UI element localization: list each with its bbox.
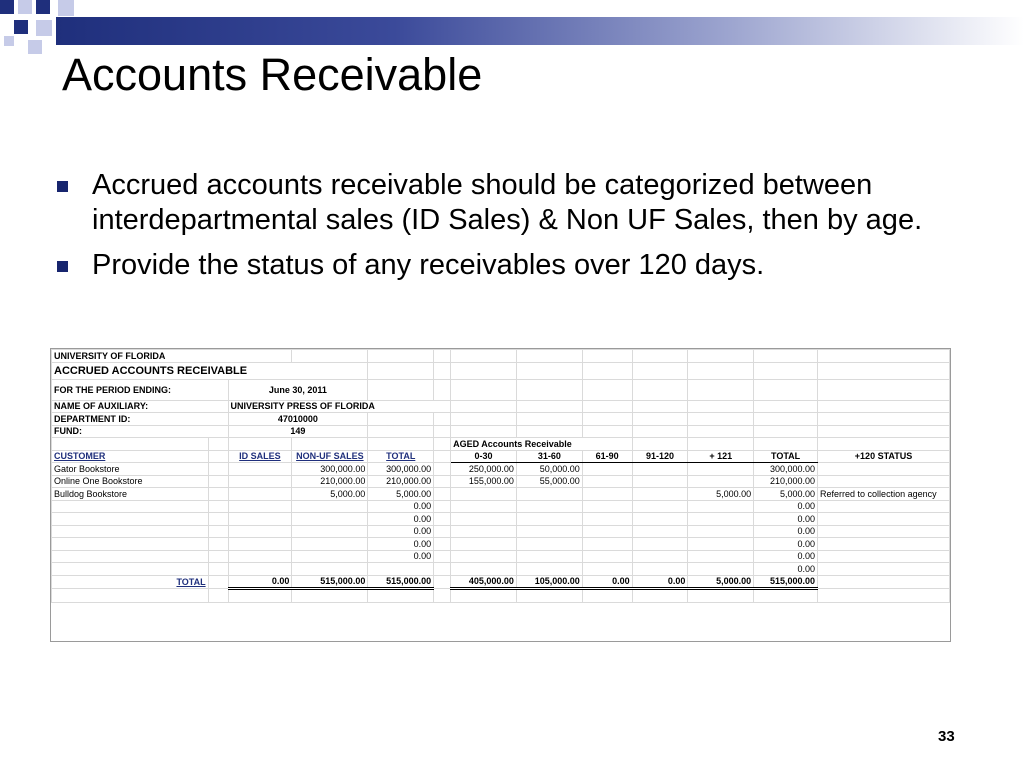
amount-cell: 210,000.00: [754, 475, 818, 488]
amount-cell: [632, 525, 688, 538]
amount-cell: [582, 538, 632, 551]
amount-cell: [632, 538, 688, 551]
period-value: June 30, 2011: [228, 379, 368, 400]
amount-cell: 5,000.00: [754, 488, 818, 501]
customer-cell: [52, 525, 209, 538]
amount-cell: [688, 538, 754, 551]
column-header: 91-120: [632, 450, 688, 463]
data-rows: [52, 463, 950, 576]
bullet-text: Provide the status of any receivables over 120 days.: [92, 249, 765, 281]
column-header: 0-30: [451, 450, 517, 463]
amount-cell: 5,000.00: [368, 488, 434, 501]
amount-cell: [228, 513, 292, 526]
amount-cell: [688, 563, 754, 576]
decor-square: [14, 20, 28, 34]
amount-cell: [688, 513, 754, 526]
customer-cell: Bulldog Bookstore: [52, 488, 209, 501]
amount-cell: [582, 563, 632, 576]
fund-label: FUND:: [52, 425, 229, 438]
customer-cell: [52, 550, 209, 563]
table-row: [52, 475, 950, 488]
table-row: [52, 550, 950, 563]
sheet-row: [52, 379, 950, 400]
amount-cell: [632, 500, 688, 513]
customer-cell: [52, 563, 209, 576]
amount-cell: 0.00: [754, 550, 818, 563]
amount-cell: [451, 538, 517, 551]
decor-square: [28, 40, 42, 54]
column-header: TOTAL: [368, 450, 434, 463]
amount-cell: 250,000.00: [451, 463, 517, 476]
column-header: +120 STATUS: [818, 450, 950, 463]
amount-cell: [632, 475, 688, 488]
amount-cell: 210,000.00: [292, 475, 368, 488]
amount-cell: [228, 550, 292, 563]
university-name: UNIVERSITY OF FLORIDA: [52, 350, 292, 363]
department-value: 47010000: [228, 413, 368, 426]
status-cell: [818, 538, 950, 551]
sheet-row: [52, 350, 950, 363]
amount-cell: [582, 550, 632, 563]
amount-cell: [228, 563, 292, 576]
amount-cell: [228, 500, 292, 513]
total-value: 405,000.00: [451, 575, 517, 589]
decor-square: [36, 20, 52, 36]
decor-square: [58, 0, 74, 16]
total-value: 0.00: [228, 575, 292, 589]
amount-cell: [582, 475, 632, 488]
auxiliary-value: UNIVERSITY PRESS OF FLORIDA: [228, 400, 451, 413]
amount-cell: [632, 513, 688, 526]
customer-cell: Gator Bookstore: [52, 463, 209, 476]
table-row: [52, 463, 950, 476]
amount-cell: [632, 488, 688, 501]
table-row: [52, 563, 950, 576]
amount-cell: 0.00: [368, 500, 434, 513]
amount-cell: 0.00: [368, 513, 434, 526]
amount-cell: [632, 563, 688, 576]
amount-cell: [228, 538, 292, 551]
amount-cell: 5,000.00: [688, 488, 754, 501]
column-header: ID SALES: [228, 450, 292, 463]
status-cell: [818, 525, 950, 538]
amount-cell: [632, 463, 688, 476]
amount-cell: [516, 525, 582, 538]
department-label: DEPARTMENT ID:: [52, 413, 229, 426]
amount-cell: [292, 500, 368, 513]
decor-square: [0, 0, 14, 14]
amount-cell: 300,000.00: [292, 463, 368, 476]
amount-cell: [451, 550, 517, 563]
sheet-row: [52, 400, 950, 413]
amount-cell: [516, 538, 582, 551]
bullet-list: [55, 168, 955, 293]
sheet-row: [52, 425, 950, 438]
header-row: [52, 450, 950, 463]
amount-cell: [228, 463, 292, 476]
column-header: + 121: [688, 450, 754, 463]
total-value: 5,000.00: [688, 575, 754, 589]
amount-cell: [516, 513, 582, 526]
bullet-item: [55, 168, 955, 238]
total-value: 515,000.00: [368, 575, 434, 589]
column-header: TOTAL: [754, 450, 818, 463]
customer-cell: [52, 513, 209, 526]
amount-cell: 0.00: [368, 550, 434, 563]
total-value: 0.00: [632, 575, 688, 589]
customer-cell: Online One Bookstore: [52, 475, 209, 488]
status-cell: [818, 475, 950, 488]
amount-cell: [292, 538, 368, 551]
amount-cell: [688, 463, 754, 476]
amount-cell: [516, 563, 582, 576]
decor-square: [18, 0, 32, 14]
amount-cell: [228, 488, 292, 501]
amount-cell: 55,000.00: [516, 475, 582, 488]
table-row: [52, 488, 950, 501]
auxiliary-label: NAME OF AUXILIARY:: [52, 400, 229, 413]
amount-cell: [516, 500, 582, 513]
spreadsheet-image: [50, 348, 951, 642]
aged-header: AGED Accounts Receivable: [451, 438, 633, 451]
fund-value: 149: [228, 425, 368, 438]
report-title: ACCRUED ACCOUNTS RECEIVABLE: [52, 362, 368, 379]
status-cell: Referred to collection agency: [818, 488, 950, 501]
amount-cell: 0.00: [754, 538, 818, 551]
total-value: 0.00: [582, 575, 632, 589]
page-number: 33: [938, 728, 955, 745]
square-bullet-icon: [57, 181, 68, 192]
amount-cell: 50,000.00: [516, 463, 582, 476]
sheet-row: [52, 413, 950, 426]
status-cell: [818, 513, 950, 526]
amount-cell: [228, 475, 292, 488]
total-value: 515,000.00: [292, 575, 368, 589]
column-header: CUSTOMER: [52, 450, 209, 463]
amount-cell: [451, 488, 517, 501]
status-cell: [818, 563, 950, 576]
amount-cell: [516, 550, 582, 563]
customer-cell: [52, 500, 209, 513]
total-label: TOTAL: [52, 575, 209, 589]
period-label: FOR THE PERIOD ENDING:: [52, 379, 229, 400]
amount-cell: [582, 525, 632, 538]
amount-cell: 300,000.00: [368, 463, 434, 476]
table-row: [52, 525, 950, 538]
status-cell: [818, 500, 950, 513]
amount-cell: 0.00: [754, 500, 818, 513]
amount-cell: [516, 488, 582, 501]
table-row: [52, 538, 950, 551]
amount-cell: [292, 550, 368, 563]
amount-cell: [688, 525, 754, 538]
amount-cell: [451, 513, 517, 526]
amount-cell: [582, 488, 632, 501]
amount-cell: 0.00: [754, 513, 818, 526]
decor-square: [4, 36, 14, 46]
sheet-row: [52, 438, 950, 451]
amount-cell: 0.00: [368, 538, 434, 551]
square-bullet-icon: [57, 261, 68, 272]
amount-cell: 0.00: [754, 563, 818, 576]
amount-cell: 0.00: [754, 525, 818, 538]
amount-cell: [582, 463, 632, 476]
amount-cell: [451, 500, 517, 513]
amount-cell: [228, 525, 292, 538]
sheet-row: [52, 589, 950, 603]
amount-cell: [582, 513, 632, 526]
amount-cell: [688, 475, 754, 488]
amount-cell: [688, 500, 754, 513]
totals-row: [52, 575, 950, 589]
sheet-row: [52, 362, 950, 379]
amount-cell: 210,000.00: [368, 475, 434, 488]
amount-cell: [292, 525, 368, 538]
status-cell: [818, 463, 950, 476]
amount-cell: [451, 563, 517, 576]
amount-cell: 155,000.00: [451, 475, 517, 488]
title-accent-bar: [56, 17, 1024, 45]
amount-cell: [632, 550, 688, 563]
slide-title: Accounts Receivable: [62, 49, 483, 100]
amount-cell: [292, 513, 368, 526]
amount-cell: 5,000.00: [292, 488, 368, 501]
amount-cell: [368, 563, 434, 576]
decor-square: [36, 0, 50, 14]
table-row: [52, 500, 950, 513]
total-value: 105,000.00: [516, 575, 582, 589]
table-row: [52, 513, 950, 526]
bullet-item: [55, 248, 955, 283]
amount-cell: 0.00: [368, 525, 434, 538]
customer-cell: [52, 538, 209, 551]
total-value: 515,000.00: [754, 575, 818, 589]
bullet-text: Accrued accounts receivable should be categorized between interdepartmental sales (ID Sales) & Non UF Sales, then by age.: [92, 169, 923, 236]
column-header: NON-UF SALES: [292, 450, 368, 463]
column-header: 31-60: [516, 450, 582, 463]
amount-cell: 300,000.00: [754, 463, 818, 476]
status-cell: [818, 550, 950, 563]
amount-cell: [688, 550, 754, 563]
column-header: 61-90: [582, 450, 632, 463]
accounts-receivable-table: [51, 349, 950, 603]
amount-cell: [451, 525, 517, 538]
amount-cell: [292, 563, 368, 576]
amount-cell: [582, 500, 632, 513]
